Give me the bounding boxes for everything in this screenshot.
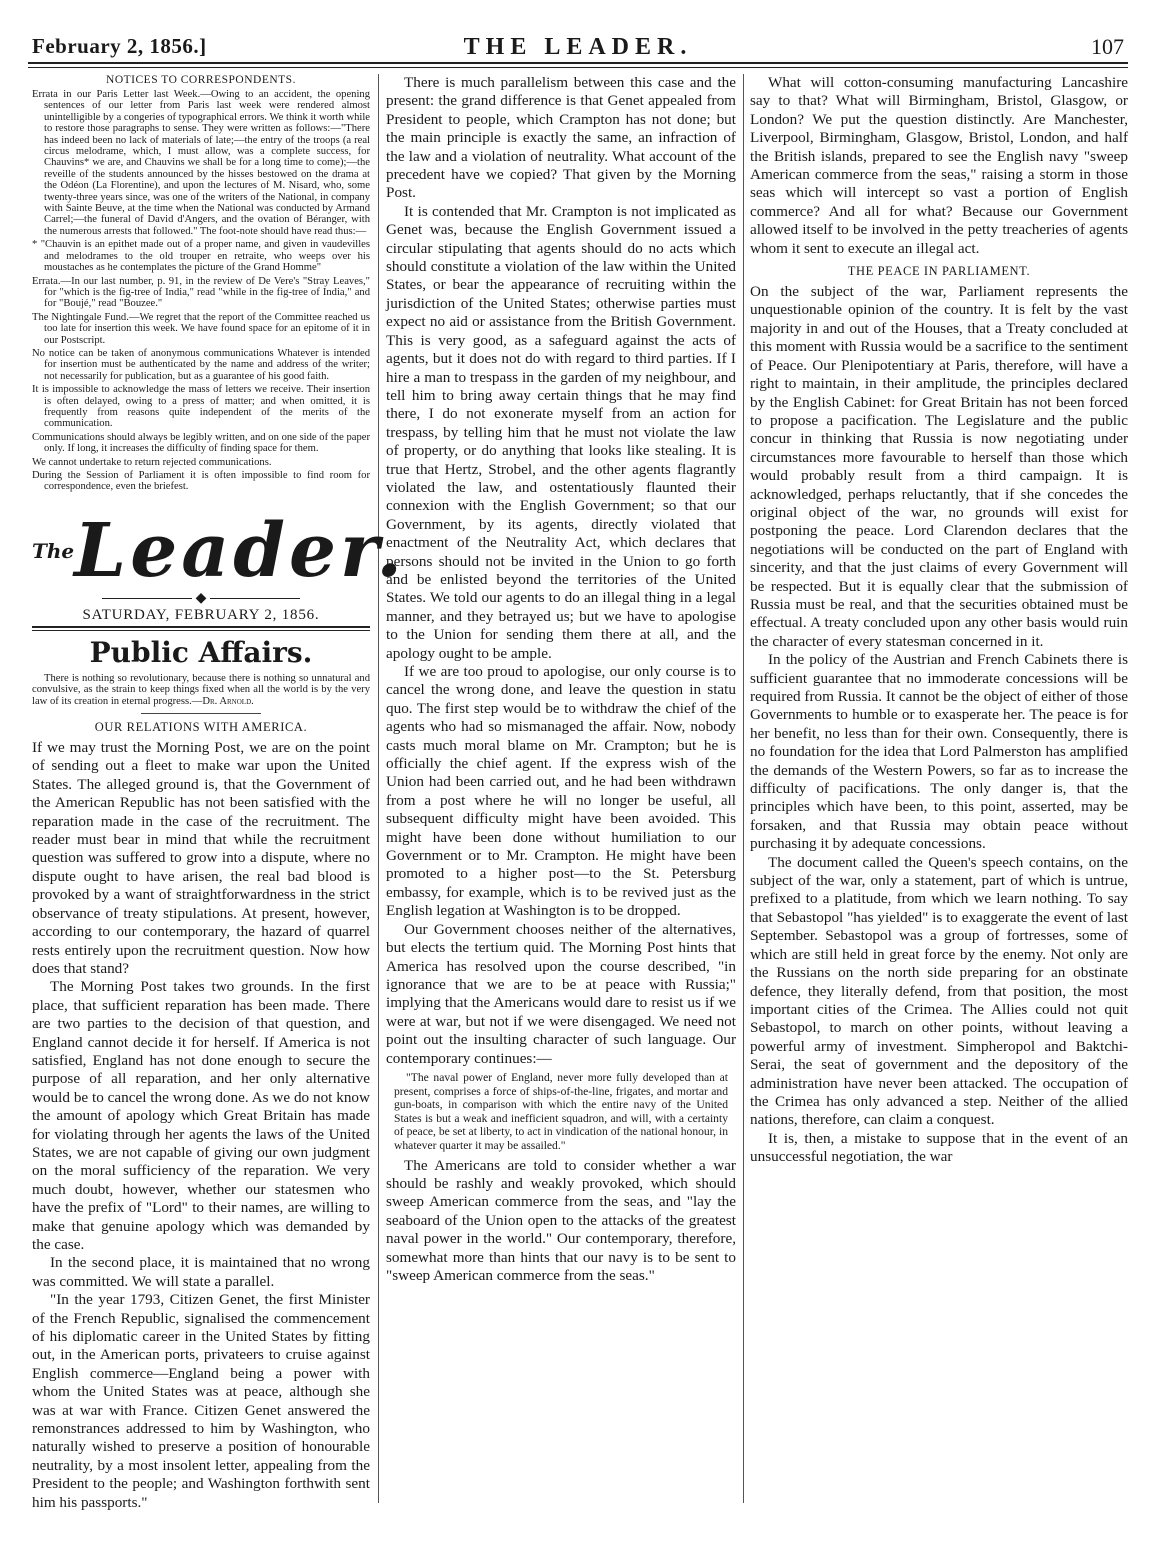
article-heading: THE PEACE IN PARLIAMENT. [847,264,1031,279]
article-body [750,283,1128,1167]
notice-session: During the Session of Parliament it is often impossible to find room for correspondence, even the briefest. [32,470,370,493]
notice-footnote: * "Chauvin is an epithet made out of a proper name, and given in vaudevilles and melodrames to the old trouper en retraite, who weeps over his moustaches as he contemplates the picture of the Grand Homme" [32,239,370,274]
article-body [386,74,736,1068]
notice-anonymous: No notice can be taken of anonymous communications Whatever is intended for insertion must be authenticated by the name and address of the writer; not necessarily for publication, but as a guarantee of his good faith. [32,347,370,382]
notice-rejected: We cannot undertake to return rejected communications. [32,456,272,468]
article-paragraph: If we are too proud to apologise, our only course is to cancel the wrong done, and leave the question in statu quo. The first step would be to withdraw the chief of the agents who had so mismanaged the affair. Now, nobody casts much moral blame on Mr. Crampton; but he is officially the chief agent. If the express wish of the Union had been carried out, and he had been withdrawn from a post where he will no longer be useful, all subsequent difficulty might have been avoided. This might have been done without humiliation to our Government or to Mr. Crampton. He might have been promoted to a higher post—to the St. Petersburg embassy, for example, which is to be revived just as the English legation at Washington is to be dropped. [386,663,736,920]
motto-text: There is nothing so revolutionary, because there is nothing so unnatural and convulsive, as the strain to keep things fixed when all the world is by the very law of its creation in eternal progress.— [32,672,370,707]
article-paragraph: The document called the Queen's speech contains, on the subject of the war, only a statement, part of which is untrue, prefixed to a platitude, from which we learn nothing. To say that Sebastopol "has yielded" is to exaggerate the event of last September. Sebastopol was a group of fortresses, some of which are still held in great force by the enemy. Not only are the Russians on the north side preparing for an obstinate defence, they literally defend, from that position, the most important cities of the Crimea. The Allies could not quit Sebastopol, to march on other points, without leaving a powerful army of investment. Simpheropol and Baktchi-Serai, the seat of government and the depository of the administration have never been attacked. The occupation of the Crimea has only advanced a step. Neither of the allied nations, therefore, can claim a conquest. [750,853,1128,1129]
column-3 [750,74,1128,1503]
article-paragraph: It is contended that Mr. Crampton is not implicated as Genet was, because the English Government issued a circular stipulating that agents should do no acts which should constitute a violation of the law within the United States, or bear the appearance of recruiting within the jurisdiction of the United States; otherwise parties must expect no aid or assistance from the British Government. This is very good, as a safeguard against the acts of agents, but it does not do with regard to third parties. If I hire a man to trespass in the garden of my neighbour, and tell him to bring away certain things that he may find there, I do not exonerate myself from an action for trespass, by telling him that he must not violate the law of property, or do anything that looks like stealing. It is true that Hertz, Strobel, and the other agents flagrantly violated the law, and ostentatiously flaunted their connexion with the English Government; so that our Government, by its agents, directly violated that enactment of the Neutrality Act, which declares that persons should not be invited in the Union to go forth and be enlisted beyond the territories of the United States. We told our agents to do an illegal thing in a legal manner, and they betrayed us; but we have to apologise to the Union for sending them there at all, and the apology ought to be ample. [386,202,736,662]
article-paragraph: What will cotton-consuming manufacturing Lancashire say to that? What will Birmingham, Bristol, Glasgow, or London? We put the question distinctly. Are Manchester, Liverpool, Birmingham, Glasgow, Bristol, London, and half the British islands, prepared to see the English navy "sweep American commerce from the seas," raising a storm in those seas which will intercept so vast a portion of English commerce? And all for what? Because our Government allowed itself to be involved in the petty treacheries of agents whom it sent to execute an illegal act. [750,74,1128,257]
column-divider [743,74,744,1503]
article-paragraph: In the policy of the Austrian and French Cabinets there is sufficient guarantee that no immoderate concessions will be required from Russia. It cannot be the object of either of those Governments to humble or to exasperate her. The peace is for her benefit, no less than for their own. Consequently, there is no foundation for the idea that Lord Palmerston has amplified the demands of the Western Powers, so far as to increase the difficulty of pacifications. The only danger is, that the principles which have been, to this point, asserted, may be forsaken, and that Russia may obtain peace without purchasing it by adequate concessions. [750,651,1128,853]
logo-title [32,507,406,594]
notice-nightingale-fund: The Nightingale Fund.—We regret that the report of the Committee reached us too late for insertion this week. We have found space for an epitome of it in our Postscript. [32,311,370,346]
notice-errata-paris: Errata in our Paris Letter last Week.—Owing to an accident, the opening sentences of our letter from Paris last week were rendered almost unintelligible by a congeries of typographical errors. We think it worth while to restore those paragraphs to sense. They were written as follows:—"There has indeed been no lack of materials of late;—the entry of the troops (a real circus melodrame, which, I must allow, was a complete success, for Chauvins* we are, and Chauvins we shall be for a long time to come);—the reveille of the students announced by the hisses bestowed on the drama at the Odéon (La Florentine), and upon the lectures of M. Nisard, who, some twenty-three years since, was one of the writers of the National, in company with Sainte Beuve, at the time when the National was conducted by Armand Carrel;—the funeral of David d'Angers, and the ovation of Béranger, with the numerous arrests that followed." The foot-note should have read thus:— [32,89,370,237]
notices-to-correspondents [32,74,370,493]
page-number: 107 [1091,34,1124,59]
article-paragraph: If we may trust the Morning Post, we are on the point of sending out a fleet to make war upon the United States. The alleged ground is, that the Government of the American Republic has not been satisfied with the reparation made in the case of the recruitment. The reader must bear in mind that while the recruitment question was suffered to grow into a dispute, where no dispute ought to have arisen, the real bad blood is provoked by a want of straightforwardness in the strict observance of treaty stipulations. At present, however, according to our contemporary, the hazard of quarrel rests entirely upon the recruitment question. Now how does that stand? [32,739,370,977]
article-heading: OUR RELATIONS WITH AMERICA. [94,720,308,735]
masthead-date: February 2, 1856.] [32,34,207,58]
article-paragraph: It is, then, a mistake to suppose that in the event of an unsuccessful negotiation, the war [750,1129,1128,1166]
article-paragraph: On the subject of the war, Parliament represents the unquestionable opinion of the country. It is felt by the vast majority in and out of the Houses, that a Treaty concluded at this moment with Russia would be a sacrifice to the sentiment of Peace. Our Plenipotentiary at Paris, therefore, will have a right to maintain, in their amplitude, the principles declared by the English Cabinet: for Great Britain has not been forced to propose a pacification. The Legislature and the public concur in thinking that Russia is now negotiating under circumstances more favourable to herself than those which would probably result from a third campaign. It is acknowledged, perhaps reluctantly, that if she concedes the original object of the war, no grounds will exist for postponing the peace. Lord Clarendon declares that the negotiations will be conducted on the part of England with sincerity, and that the just claims of every Government will be respected. But it is equally clear that the submission of Russia must be real, and that the securities obtained must be effectual. A treaty concluded upon any other basis would ruin the character of every statesman concerned in it. [750,283,1128,650]
column-2 [386,74,736,1503]
section-title: Public Affairs. [89,635,313,669]
masthead-rule-thin [28,67,1128,68]
leader-logo [32,507,406,594]
issue-date: SATURDAY, FEBRUARY 2, 1856. [82,606,320,623]
notice-legibly: Communications should always be legibly written, and on one side of the paper only. If long, it increases the difficulty of finding space for them. [32,431,370,455]
article-paragraph: The Morning Post takes two grounds. In the first place, that sufficient reparation has been made. There are two parties to the decision of that question, and England cannot decide it for herself. If America is not satisfied, England has not done enough to secure the purpose of all reparation, and her only alternative would be to cancel the wrong done. As we do not know the amount of apology which Great Britain has made for violating through her agents the laws of the United States, we are not capable of giving our own judgment on the moral sufficiency of the reparation. We very much doubt, however, whether our statesmen who have the prefix of "Lord" to their names, are willing to make that genuine apology which was demanded by the case. [32,978,370,1253]
masthead-title: THE LEADER. [463,34,693,60]
article-paragraph: Our Government chooses neither of the alternatives, but elects the tertium quid. The Morning Post hints that America has resolved upon the course described, "in ignorance that we are to be at peace with Russia;" implying that the Americans would dare to resist us if we were at war, but not if we were disengaged. We need not point out the insulting character of such language. Our contemporary continues:— [386,920,736,1067]
article-body [750,74,1128,258]
notice-errata-review: Errata.—In our last number, p. 91, in the review of De Vere's "Stray Leaves," for "which is the fig-tree of India," read "while in the fig-tree of India," and for "Boujé," read "Bouzee." [32,275,370,310]
column-divider [378,74,379,1503]
column-1 [32,74,406,1511]
double-rule [32,626,370,631]
divider [141,713,261,714]
masthead [28,34,1128,70]
notices-heading: NOTICES TO CORRESPONDENTS. [106,74,296,86]
logo-the: The [32,538,75,563]
quote-text: "The naval power of England, never more fully developed than at present, comprises a force of ships-of-the-line, frigates, and mortar and gun-boats, in comparison with which the entire navy of the United States is but a weak and inefficient squadron, and will, with a certainty of peace, be set at liberty, to act in vindication of the national honour, in whatever quarter it may be assailed." [394,1070,728,1152]
notice-impossible: It is impossible to acknowledge the mass of letters we receive. Their insertion is often delayed, owing to a press of matter; and when omitted, it is frequently from reasons quite independent of the merits of the communication. [32,384,370,430]
logo-word: Leader. [74,507,406,594]
ornament-divider: ◆ [32,593,370,605]
article-paragraph: In the second place, it is maintained that no wrong was committed. We will state a parallel. [32,1254,370,1290]
motto-attribution: Dr. Arnold. [202,695,254,707]
block-quote [386,1071,736,1153]
article-body [32,739,370,1512]
masthead-rule [28,62,1128,64]
article-paragraph: There is much parallelism between this case and the present: the grand difference is that Genet appealed from President to people, which Crampton has not done; but the main principle is exactly the same, an infraction of the law and a violation of neutrality. What account of the precedent have we copied? That given by the Morning Post. [386,74,736,202]
motto [32,673,370,707]
article-paragraph: "In the year 1793, Citizen Genet, the first Minister of the French Republic, signalised the commencement of his diplomatic career in the United States by fitting out, in the American ports, privateers to cruise against English commerce—England being a power with whom the United States was at peace, although she was at war with France. Citizen Genet answered the remonstrances addressed to him by Washington, who naturally wished to preserve a position of honourable neutrality, by a most insolent letter, appealing from the President to the people; and Washington forthwith sent him his passports." [32,1291,370,1511]
article-body [386,1157,736,1286]
article-paragraph: The Americans are told to consider whether a war should be rashly and weakly provoked, which should sweep American commerce from the seas, and "lay the seaboard of the Union open to the attacks of the greatest naval power in the world." Our contemporary, therefore, somewhat more than hints that our navy is to be sent to "sweep American commerce from the seas." [386,1156,736,1284]
